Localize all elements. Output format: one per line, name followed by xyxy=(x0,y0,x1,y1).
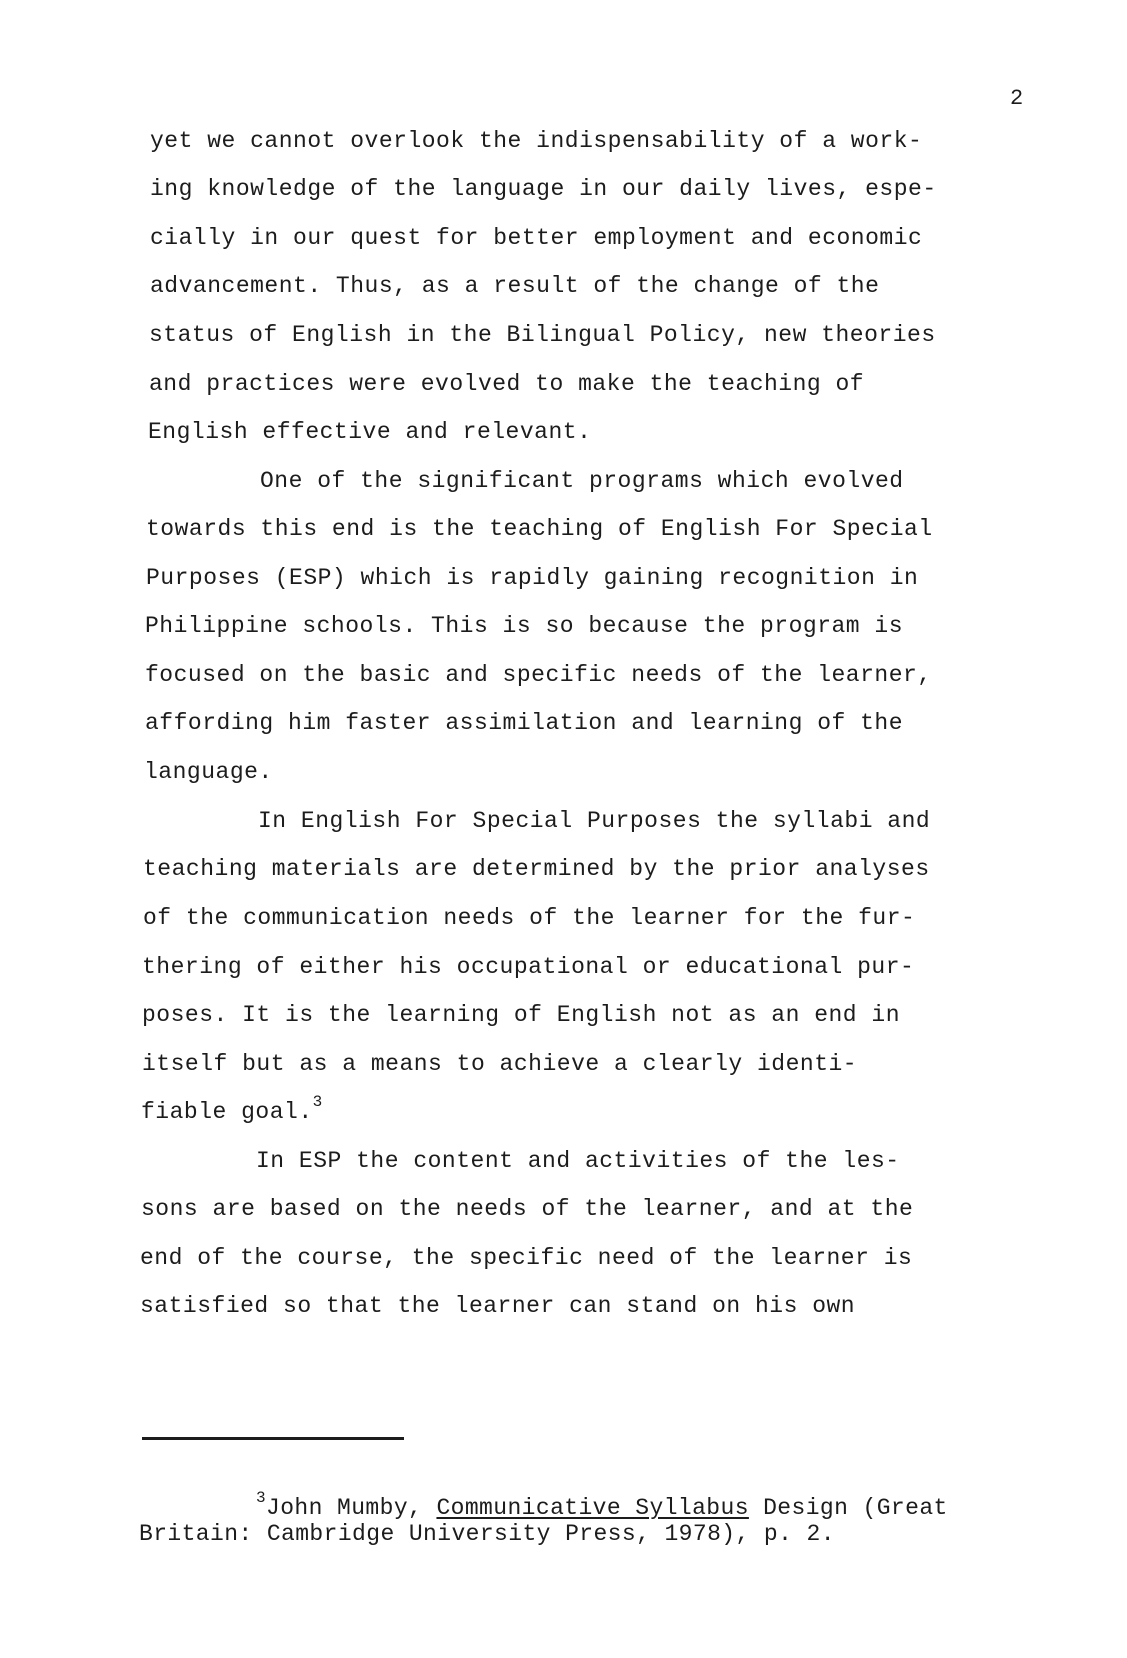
paragraph-1-line-5: status of English in the Bilingual Policy, new theories xyxy=(149,322,936,348)
paragraph-1-line-4: advancement. Thus, as a result of the change of the xyxy=(150,273,880,299)
footnote-line-1 xyxy=(256,1489,948,1521)
paragraph-1-line-7: English effective and relevant. xyxy=(148,419,592,445)
footnote-title: Communicative Syllabus xyxy=(436,1495,749,1521)
paragraph-2-line-4: Philippine schools. This is so because the program is xyxy=(145,613,904,639)
footnote-author: John Mumby, xyxy=(266,1495,437,1521)
footnote-marker: 3 xyxy=(256,1489,267,1507)
paragraph-4-line-1: In ESP the content and activities of the les- xyxy=(256,1148,900,1174)
paragraph-2-line-7: language. xyxy=(144,759,273,785)
paragraph-1-line-6: and practices were evolved to make the teaching of xyxy=(149,371,865,397)
paragraph-2-line-3: Purposes (ESP) which is rapidly gaining recognition in xyxy=(146,565,919,591)
paragraph-4-line-4: satisfied so that the learner can stand on his own xyxy=(140,1293,856,1319)
paragraph-1-line-2: ing knowledge of the language in our daily lives, espe- xyxy=(150,176,937,202)
paragraph-3-line-7-text: fiable goal. xyxy=(141,1099,313,1125)
paragraph-3-line-4: thering of either his occupational or educational pur- xyxy=(142,954,915,980)
paragraph-2-line-2: towards this end is the teaching of English For Special xyxy=(146,516,933,542)
paragraph-3-line-2: teaching materials are determined by the prior analyses xyxy=(143,856,930,882)
paragraph-1-line-3: cially in our quest for better employment and economic xyxy=(150,225,923,251)
footnote-title-rest: Design (Great xyxy=(748,1495,948,1521)
paragraph-3-line-7 xyxy=(141,1093,323,1125)
footnote-divider xyxy=(142,1437,404,1440)
footnote-reference: 3 xyxy=(312,1093,323,1111)
paragraph-2-line-5: focused on the basic and specific needs of the learner, xyxy=(145,662,932,688)
paragraph-2-line-1: One of the significant programs which evolved xyxy=(260,468,904,494)
paragraph-4-line-3: end of the course, the specific need of the learner is xyxy=(140,1245,913,1271)
paragraph-4-line-2: sons are based on the needs of the learner, and at the xyxy=(141,1196,914,1222)
paragraph-3-line-6: itself but as a means to achieve a clearly identi- xyxy=(142,1051,858,1077)
paragraph-3-line-3: of the communication needs of the learner for the fur- xyxy=(143,905,916,931)
footnote-line-2: Britain: Cambridge University Press, 1978), p. 2. xyxy=(139,1521,835,1547)
paragraph-3-line-1: In English For Special Purposes the syllabi and xyxy=(258,808,931,834)
paragraph-3-line-5: poses. It is the learning of English not as an end in xyxy=(142,1002,901,1028)
paragraph-2-line-6: affording him faster assimilation and learning of the xyxy=(145,710,904,736)
page-number: 2 xyxy=(1010,86,1024,111)
paragraph-1-line-1: yet we cannot overlook the indispensability of a work- xyxy=(150,128,923,154)
